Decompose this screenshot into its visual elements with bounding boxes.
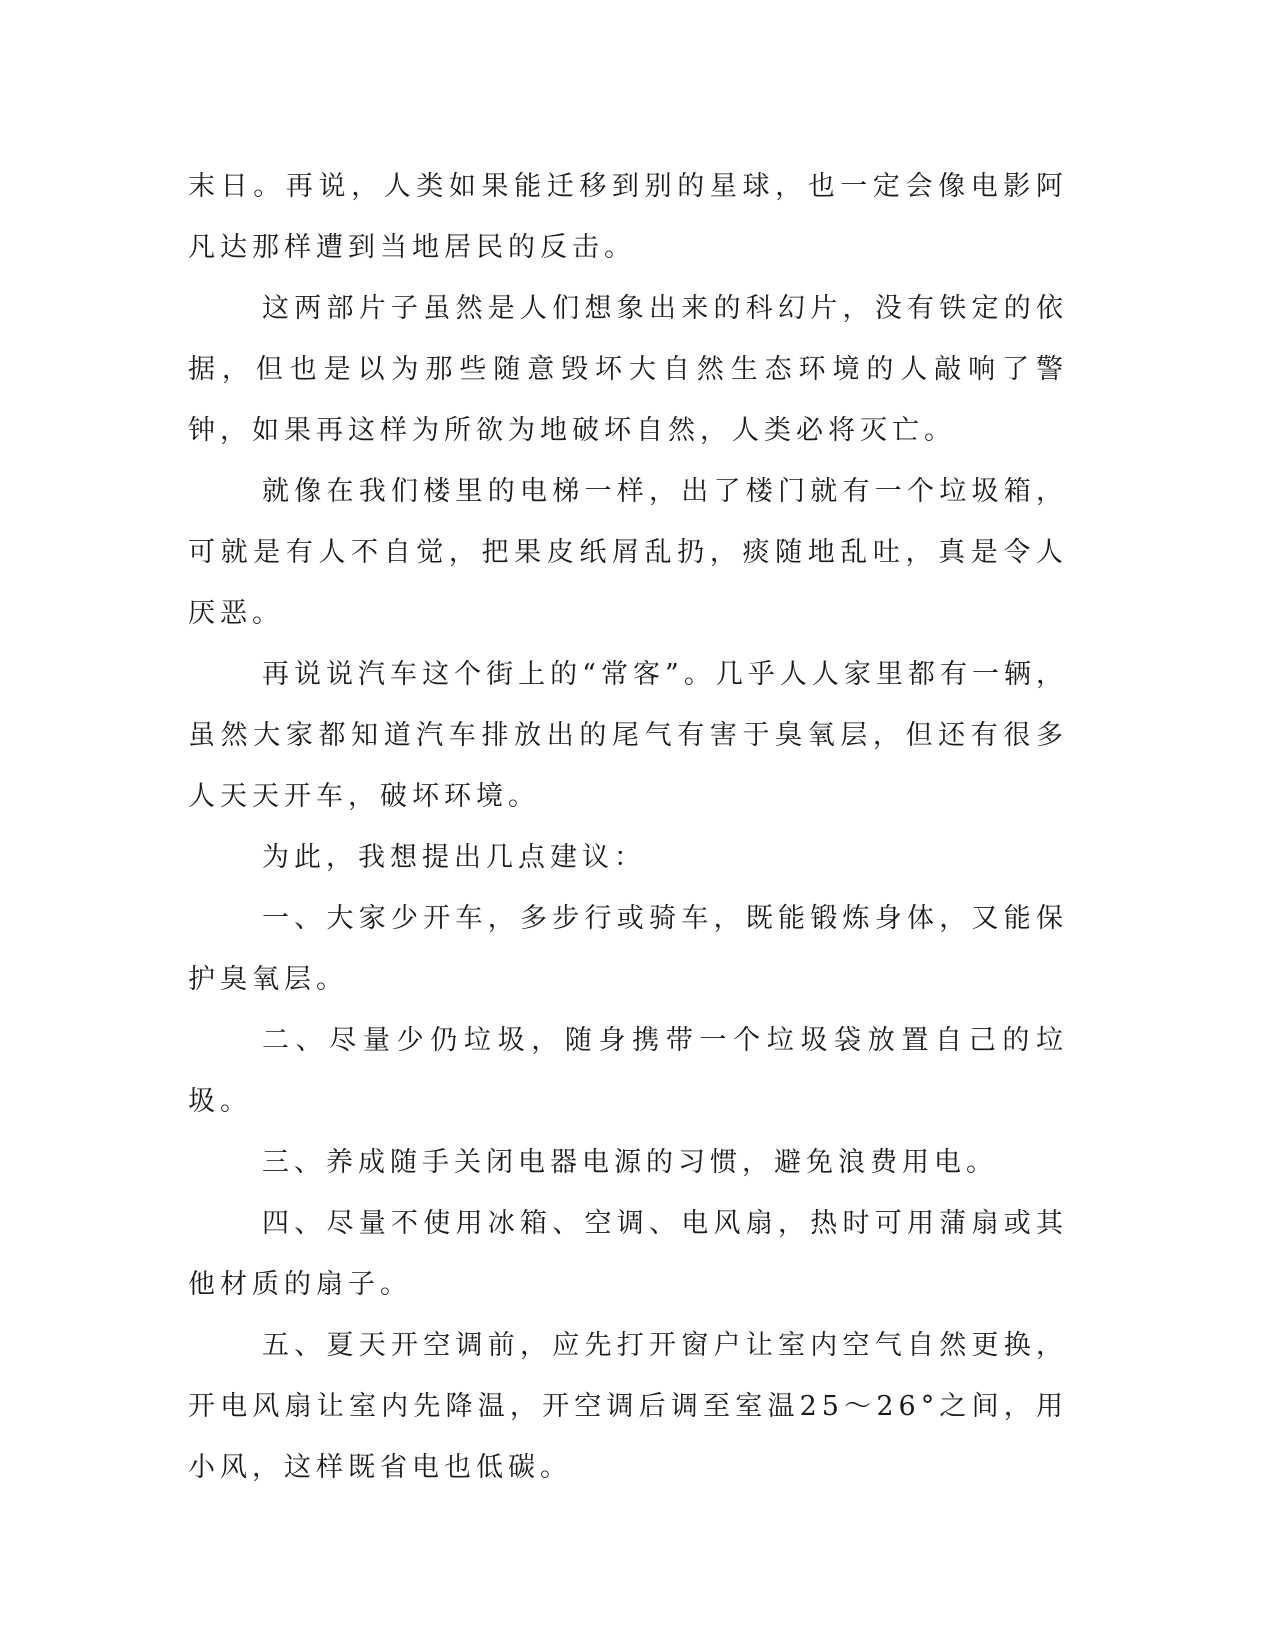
suggestion-item-1: 一、大家少开车，多步行或骑车，既能锻炼身体，又能保护臭氧层。	[188, 903, 1068, 995]
suggestion-item-3: 三、养成随手关闭电器电源的习惯，避免浪费用电。	[262, 1147, 998, 1178]
paragraph-films-warning: 这两部片子虽然是人们想象出来的科幻片，没有铁定的依据，但也是以为那些随意毁坏大自然生态环境的人敲响了警钟，如果再这样为所欲为地破坏自然，人类必将灭亡。	[188, 293, 1068, 446]
paragraph-suggestions-intro: 为此，我想提出几点建议：	[262, 842, 646, 873]
paragraph-cars: 再说说汽车这个街上的“常客”。几乎人人家里都有一辆，虽然大家都知道汽车排放出的尾气有害于臭氧层，但还有很多人天天开车，破坏环境。	[188, 659, 1068, 812]
paragraph-elevator-garbage: 就像在我们楼里的电梯一样，出了楼门就有一个垃圾箱，可就是有人不自觉，把果皮纸屑乱扔，痰随地乱吐，真是令人厌恶。	[188, 476, 1068, 629]
paragraph-continuation: 末日。再说，人类如果能迁移到别的星球，也一定会像电影阿凡达那样遭到当地居民的反击。	[188, 171, 1068, 263]
suggestion-item-4: 四、尽量不使用冰箱、空调、电风扇，热时可用蒲扇或其他材质的扇子。	[188, 1208, 1068, 1300]
suggestion-item-2: 二、尽量少仍垃圾，随身携带一个垃圾袋放置自己的垃圾。	[188, 1025, 1068, 1117]
document-body	[188, 156, 1068, 1498]
suggestion-item-5: 五、夏天开空调前，应先打开窗户让室内空气自然更换，开电风扇让室内先降温，开空调后调至室温25～26°之间，用小风，这样既省电也低碳。	[188, 1330, 1068, 1483]
